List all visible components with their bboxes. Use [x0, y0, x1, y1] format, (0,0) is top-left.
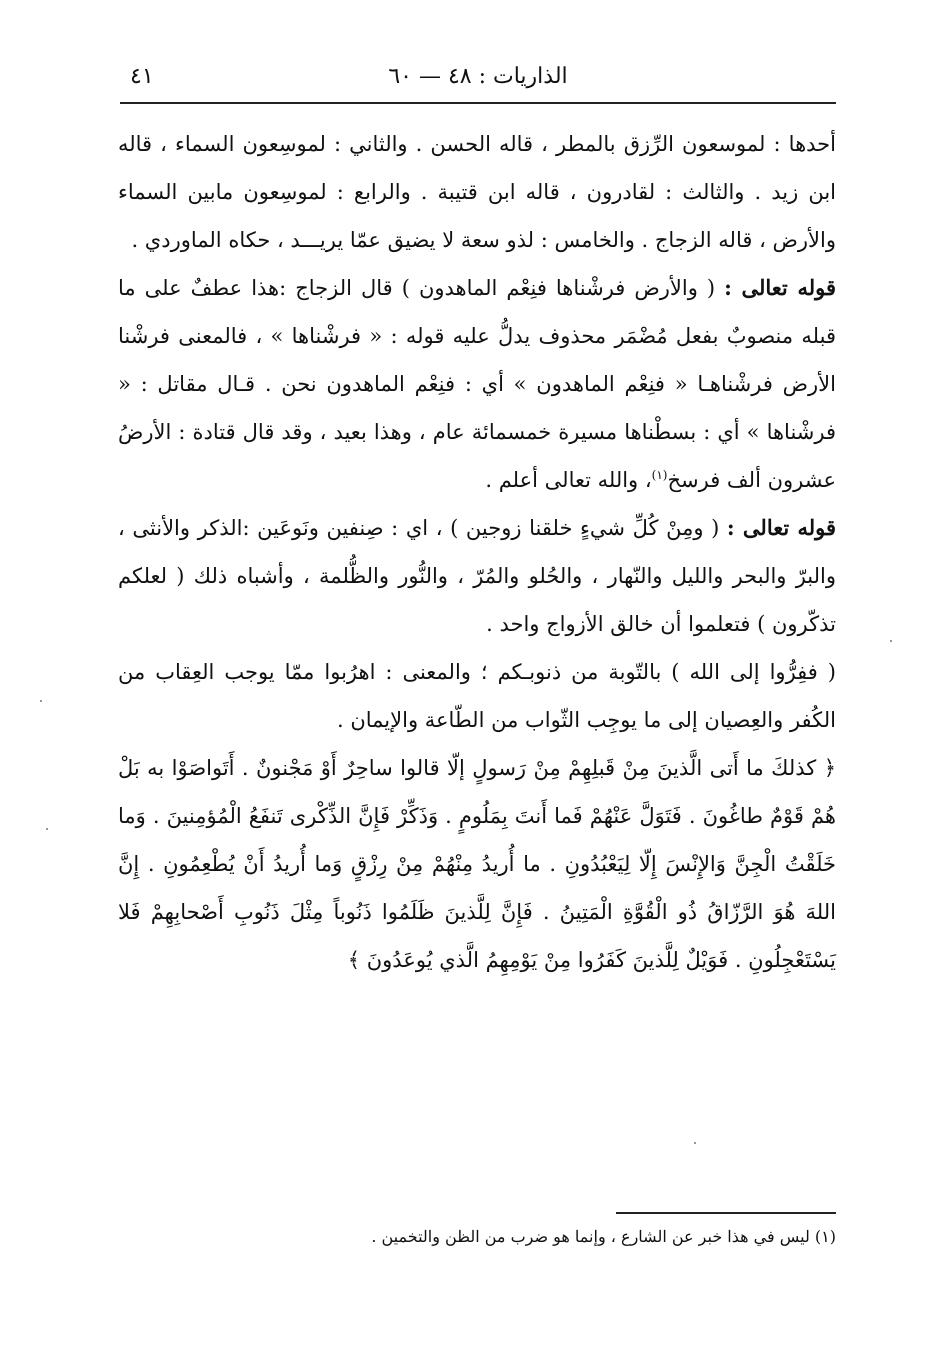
paragraph-1	[118, 120, 836, 264]
paragraph-4-text: ( ففِرُّوا إلى الله ) بالتّوبة من ذنوبـكم ؛ والمعنى : اهرُبوا ممّا يوجب العِقاب من الكُفر والعِصيان إلى ما يوجِب الثّواب من الطّاعة والإيمان .	[118, 660, 836, 732]
footnote-rule	[616, 1212, 836, 1214]
paragraph-3	[118, 504, 836, 648]
paragraph-3-lead: قوله تعالى :	[726, 515, 836, 540]
scan-speck	[694, 1142, 696, 1144]
header-rule	[120, 102, 836, 104]
paragraph-2-lead: قوله تعالى :	[724, 275, 836, 300]
paragraph-2	[118, 264, 836, 504]
main-text	[118, 120, 836, 984]
footnote-marker: (١)	[651, 468, 668, 482]
scan-speck	[890, 640, 892, 642]
paragraph-4	[118, 648, 836, 744]
scan-speck	[40, 700, 42, 702]
running-title: الذاريات : ٤٨ — ٦٠	[388, 64, 568, 89]
scan-speck	[46, 828, 48, 830]
footnote: (١) ليس في هذا خبر عن الشارع ، وإنما هو ضرب من الظن والتخمين .	[371, 1227, 836, 1246]
page-header	[120, 60, 836, 104]
paragraph-2-tail: ، والله تعالى أعلم .	[485, 468, 652, 492]
quran-verse: ﴿ كذلكَ ما أَتى الَّذينَ مِنْ قَبلِهِمْ مِنْ رَسولٍ إلّا قالوا ساحِرٌ أَوْ مَجْنونٌ . أَتَواصَوْا به بَلْ هُمْ قَوْمٌ طاغُونَ . فَتَوَلَّ عَنْهُمْ فَما أَنتَ بِمَلُومٍ . وَذَكِّرْ فَإِنَّ الذِّكْرى تَنفَعُ الْمُؤمِنينَ . وَما خَلَقْتُ الْجِنَّ وَالإِنْسَ إِلّا لِيَعْبُدُونِ . ما أُريدُ مِنْهُمْ مِنْ رِزْقٍ وَما أُريدُ أَنْ يُطْعِمُونِ . إِنَّ اللهَ هُوَ الرَّزّاقُ ذُو الْقُوَّةِ الْمَتِينُ . فَإِنَّ لِلَّذينَ ظَلَمُوا ذَنُوباً مِثْلَ ذَنُوبِ أَصْحابِهِمْ فَلا يَسْتَعْجِلُونِ . فَوَيْلٌ لِلَّذينَ كَفَرُوا مِنْ يَوْمِهِمُ الَّذي يُوعَدُونَ ﴾	[118, 756, 837, 972]
paragraph-3-text: ( ومِنْ كُلِّ شيءٍ خلقنا زوجين ) ، اي : صِنفين ونَوعَين :الذكر والأنثى ، والبرّ والبحر والليل والنّهار ، والحُلو والمُرّ ، والنُّور والظُّلمة ، وأشباه ذلك ( لعلكم تذكّرون ) فتعلموا أن خالق الأزواج واحد .	[118, 516, 836, 636]
paragraph-1-text: أحدها : لموسعون الرِّزق بالمطر ، قاله الحسن . والثاني : لموسِعون السماء ، قاله ابن زيد . والثالث : لقادرون ، قاله ابن قتيبة . والرابع : لموسِعون مابين السماء والأرض ، قاله الزجاج . والخامس : لذو سعة لا يضيق عمّا يريـــد ، حكاه الماوردي .	[118, 132, 836, 252]
paragraph-2-text: ( والأرض فرشْناها فنِعْم الماهدون ) قال الزجاج :هذا عطفٌ على ما قبله منصوبٌ بفعل مُضْمَر محذوف يدلُّ عليه قوله : « فرشْناها » ، فالمعنى فرشْنا الأرض فرشْناهـا « فنِعْم الماهدون » أي : فنِعْم الماهدون نحن . قـال مقاتل : « فرشْناها » أي : بسطْناها مسيرة خمسمائة عام ، وهذا بعيد ، وقد قال قتادة : الأرضُ عشرون ألف فرسخ	[118, 276, 836, 492]
page-number: ٤١	[130, 64, 154, 89]
